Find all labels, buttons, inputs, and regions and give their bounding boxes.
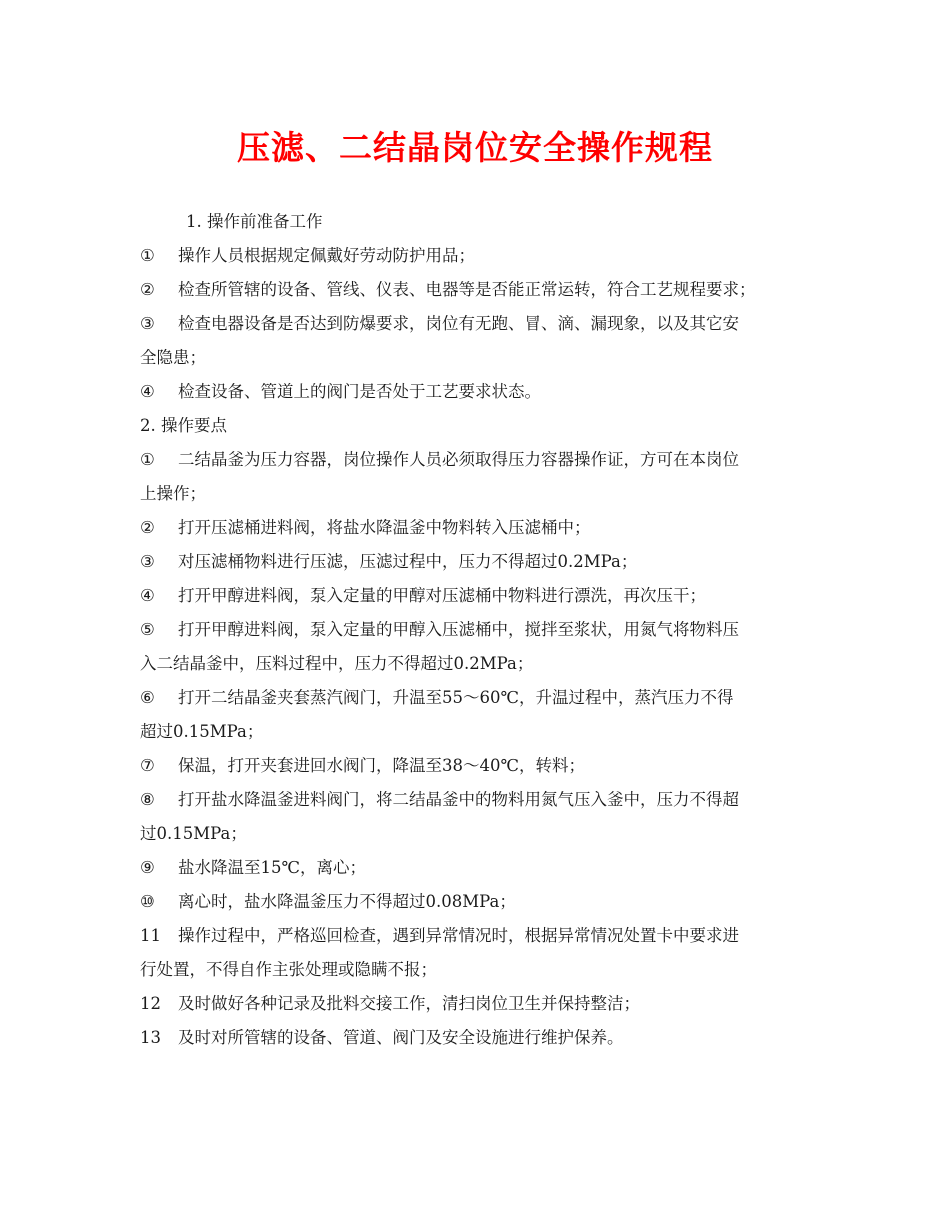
list-item bbox=[140, 919, 820, 953]
item-number: ⑩ bbox=[140, 892, 155, 911]
list-item bbox=[140, 375, 820, 409]
list-item bbox=[140, 681, 820, 715]
list-item-continuation: 行处置，不得自作主张处理或隐瞒不报； bbox=[140, 960, 437, 979]
item-number: ④ bbox=[140, 586, 155, 605]
item-number: ③ bbox=[140, 552, 155, 571]
item-number: ① bbox=[140, 246, 155, 265]
item-text: 打开压滤桶进料阀，将盐水降温釜中物料转入压滤桶中； bbox=[178, 518, 591, 537]
list-item bbox=[140, 613, 820, 647]
list-item bbox=[140, 1021, 820, 1055]
list-item-continuation: 上操作； bbox=[140, 484, 206, 503]
item-text: 保温，打开夹套进回水阀门，降温至38～40℃，转料； bbox=[178, 756, 585, 775]
list-item bbox=[140, 885, 820, 919]
item-text: 操作人员根据规定佩戴好劳动防护用品； bbox=[178, 246, 475, 265]
item-text: 二结晶釜为压力容器，岗位操作人员必须取得压力容器操作证，方可在本岗位 bbox=[178, 450, 739, 469]
item-text: 检查设备、管道上的阀门是否处于工艺要求状态。 bbox=[178, 382, 541, 401]
list-item-continuation: 全隐患； bbox=[140, 348, 206, 367]
item-text: 及时做好各种记录及批料交接工作，清扫岗位卫生并保持整洁； bbox=[178, 994, 640, 1013]
item-number: ② bbox=[140, 280, 155, 299]
list-item bbox=[140, 273, 820, 307]
item-number: ⑥ bbox=[140, 688, 155, 707]
list-item bbox=[140, 851, 820, 885]
list-item bbox=[140, 307, 820, 341]
item-text: 检查所管辖的设备、管线、仪表、电器等是否能正常运转，符合工艺规程要求； bbox=[178, 280, 756, 299]
item-text: 及时对所管辖的设备、管道、阀门及安全设施进行维护保养。 bbox=[178, 1028, 624, 1047]
item-number: ② bbox=[140, 518, 155, 537]
list-item-continuation: 入二结晶釜中，压料过程中，压力不得超过0.2MPa； bbox=[140, 654, 534, 673]
item-text: 操作过程中，严格巡回检查，遇到异常情况时，根据异常情况处置卡中要求进 bbox=[178, 926, 739, 945]
item-number: ① bbox=[140, 450, 155, 469]
section-heading: 2. 操作要点 bbox=[140, 416, 227, 435]
list-item bbox=[140, 239, 820, 273]
item-number: 11 bbox=[140, 926, 161, 945]
document-body bbox=[140, 205, 820, 1055]
item-number: ⑨ bbox=[140, 858, 155, 877]
item-number: ⑧ bbox=[140, 790, 155, 809]
item-number: ⑦ bbox=[140, 756, 155, 775]
list-item bbox=[140, 511, 820, 545]
item-number: ④ bbox=[140, 382, 155, 401]
list-item-continuation: 超过0.15MPa； bbox=[140, 722, 264, 741]
section-heading: 1. 操作前准备工作 bbox=[186, 212, 323, 231]
item-number: ③ bbox=[140, 314, 155, 333]
list-item-continuation: 过0.15MPa； bbox=[140, 824, 247, 843]
item-text: 盐水降温至15℃，离心； bbox=[178, 858, 366, 877]
list-item bbox=[140, 749, 820, 783]
list-item bbox=[140, 545, 820, 579]
item-text: 离心时，盐水降温釜压力不得超过0.08MPa； bbox=[178, 892, 516, 911]
item-text: 打开甲醇进料阀，泵入定量的甲醇入压滤桶中，搅拌至浆状，用氮气将物料压 bbox=[178, 620, 739, 639]
list-item bbox=[140, 783, 820, 817]
list-item bbox=[140, 987, 820, 1021]
item-number: 12 bbox=[140, 994, 161, 1013]
list-item bbox=[140, 443, 820, 477]
item-number: ⑤ bbox=[140, 620, 155, 639]
item-text: 打开二结晶釜夹套蒸汽阀门，升温至55～60℃，升温过程中，蒸汽压力不得 bbox=[178, 688, 734, 707]
item-text: 打开盐水降温釜进料阀门，将二结晶釜中的物料用氮气压入釜中，压力不得超 bbox=[178, 790, 739, 809]
item-text: 打开甲醇进料阀，泵入定量的甲醇对压滤桶中物料进行漂洗，再次压干； bbox=[178, 586, 706, 605]
item-text: 检查电器设备是否达到防爆要求，岗位有无跑、冒、滴、漏现象，以及其它安 bbox=[178, 314, 739, 333]
list-item bbox=[140, 579, 820, 613]
item-number: 13 bbox=[140, 1028, 161, 1047]
page-title: 压滤、二结晶岗位安全操作规程 bbox=[237, 128, 713, 167]
item-text: 对压滤桶物料进行压滤，压滤过程中，压力不得超过0.2MPa； bbox=[178, 552, 638, 571]
